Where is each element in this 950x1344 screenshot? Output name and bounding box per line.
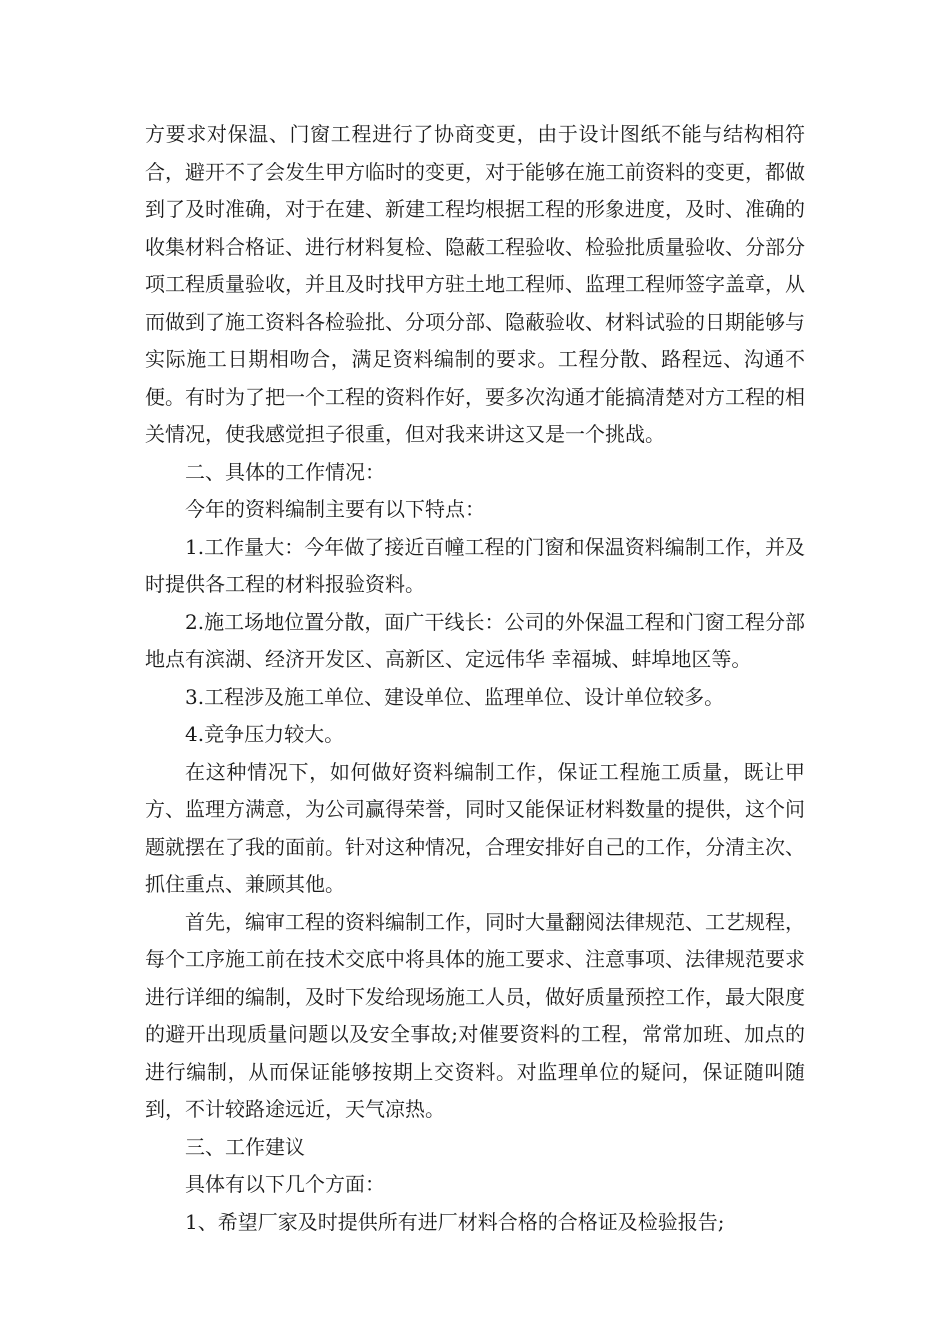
paragraph-1: 方要求对保温、门窗工程进行了协商变更，由于设计图纸不能与结构相符合，避开不了会发生甲方临时的变更，对于能够在施工前资料的变更，都做到了及时准确，对于在建、新建工程均根据工程的形象进度，及时、准确的收集材料合格证、进行材料复检、隐蔽工程验收、检验批质量验收、分部分项工程质量验收，并且及时找甲方驻土地工程师、监理工程师签字盖章，从而做到了施工资料各检验批、分项分部、隐蔽验收、材料试验的日期能够与实际施工日期相吻合，满足资料编制的要求。工程分散、路程远、沟通不便。有时为了把一个工程的资料作好，要多次沟通才能搞清楚对方工程的相关情况，使我感觉担子很重，但对我来讲这又是一个挑战。 (145, 122, 805, 446)
list-item-1: 1.工作量大：今年做了接近百幢工程的门窗和保温资料编制工作，并及时提供各工程的材料报验资料。 (145, 534, 805, 596)
paragraph-8: 在这种情况下，如何做好资料编制工作，保证工程施工质量，既让甲方、监理方满意，为公司赢得荣誉，同时又能保证材料数量的提供，这个问题就摆在了我的面前。针对这种情况，合理安排好自己的工作，分清主次、抓住重点、兼顾其他。 (145, 759, 805, 896)
section-heading-3: 三、工作建议 (185, 1134, 305, 1159)
list-item-2: 2.施工场地位置分散，面广干线长：公司的外保温工程和门窗工程分部地点有滨湖、经济开发区、高新区、定远伟华 幸福城、蚌埠地区等。 (145, 609, 805, 671)
list-item-4: 4.竞争压力较大。 (185, 722, 345, 746)
suggestion-item-1: 1、希望厂家及时提供所有进厂材料合格的合格证及检验报告; (185, 1209, 725, 1234)
paragraph-9: 首先，编审工程的资料编制工作，同时大量翻阅法律规范、工艺规程，每个工序施工前在技术交底中将具体的施工要求、注意事项、法律规范要求进行详细的编制，及时下发给现场施工人员，做好质量预控工作，最大限度的避开出现质量问题以及安全事故;对催要资料的工程，常常加班、加点的进行编制，从而保证能够按期上交资料。对监理单位的疑问，保证随叫随到，不计较路途远近，天气凉热。 (145, 909, 805, 1121)
paragraph-11: 具体有以下几个方面： (185, 1172, 385, 1196)
section-heading-2: 二、具体的工作情况： (185, 459, 385, 484)
document-body (145, 116, 805, 1241)
list-item-3: 3.工程涉及施工单位、建设单位、监理单位、设计单位较多。 (185, 684, 725, 709)
paragraph-3: 今年的资料编制主要有以下特点： (185, 497, 485, 521)
